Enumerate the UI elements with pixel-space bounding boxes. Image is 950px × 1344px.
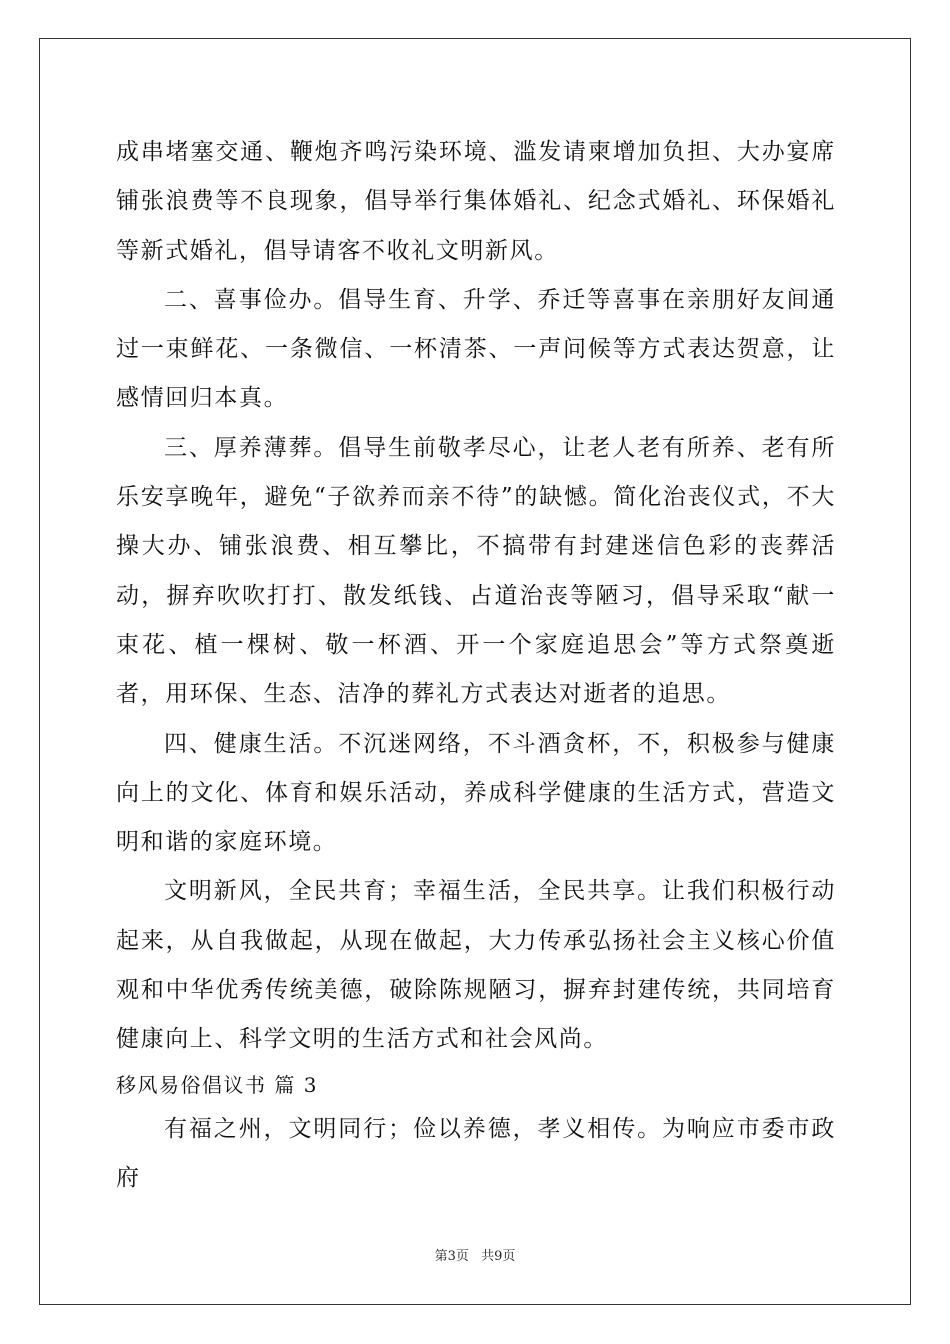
paragraph-funeral-simple: 三、厚养薄葬。倡导生前敬孝尽心，让老人老有所养、老有所乐安享晚年，避免“子欲养而亲不待”的缺憾。简化治丧仪式，不大操大办、铺张浪费、相互攀比，不搞带有封建迷信色彩的丧葬活动，摒弃吹吹打打、散发纸钱、占道治丧等陋习，倡导采取“献一束花、植一棵树、敬一杯酒、开一个家庭追思会”等方式祭奠逝者，用环保、生态、洁净的葬礼方式表达对逝者的追思。 [116,434,836,708]
paragraph-healthy-life: 四、健康生活。不沉迷网络，不斗酒贪杯，不，积极参与健康向上的文化、体育和娱乐活动，养成科学健康的生活方式，营造文明和谐的家庭环境。 [116,730,836,856]
paragraph-conclusion: 文明新风，全民共育；幸福生活，全民共享。让我们积极行动起来，从自我做起，从现在做起，大力传承弘扬社会主义核心价值观和中华优秀传统美德，破除陈规陋习，摒弃封建传统，共同培育健康向上、科学文明的生活方式和社会风尚。 [116,878,836,1053]
paragraph-wedding-frugal: 二、喜事俭办。倡导生育、升学、乔迁等喜事在亲朋好友间通过一束鲜花、一条微信、一杯清茶、一声问候等方式表达贺意，让感情回归本真。 [116,286,836,412]
page-footer [0,1245,950,1264]
paragraph-continuation: 成串堵塞交通、鞭炮齐鸣污染环境、滥发请柬增加负担、大办宴席铺张浪费等不良现象，倡导举行集体婚礼、纪念式婚礼、环保婚礼等新式婚礼，倡导请客不收礼文明新风。 [116,139,836,264]
page-number-total: 共9页 [481,1249,516,1264]
section-heading: 移风易俗倡议书 篇 3 [116,1072,318,1097]
paragraph-section3-intro: 有福之州，文明同行；俭以养德，孝义相传。为响应市委市政府 [116,1115,836,1191]
page-number-current: 第3页 [434,1249,469,1264]
document-body [116,128,836,1203]
